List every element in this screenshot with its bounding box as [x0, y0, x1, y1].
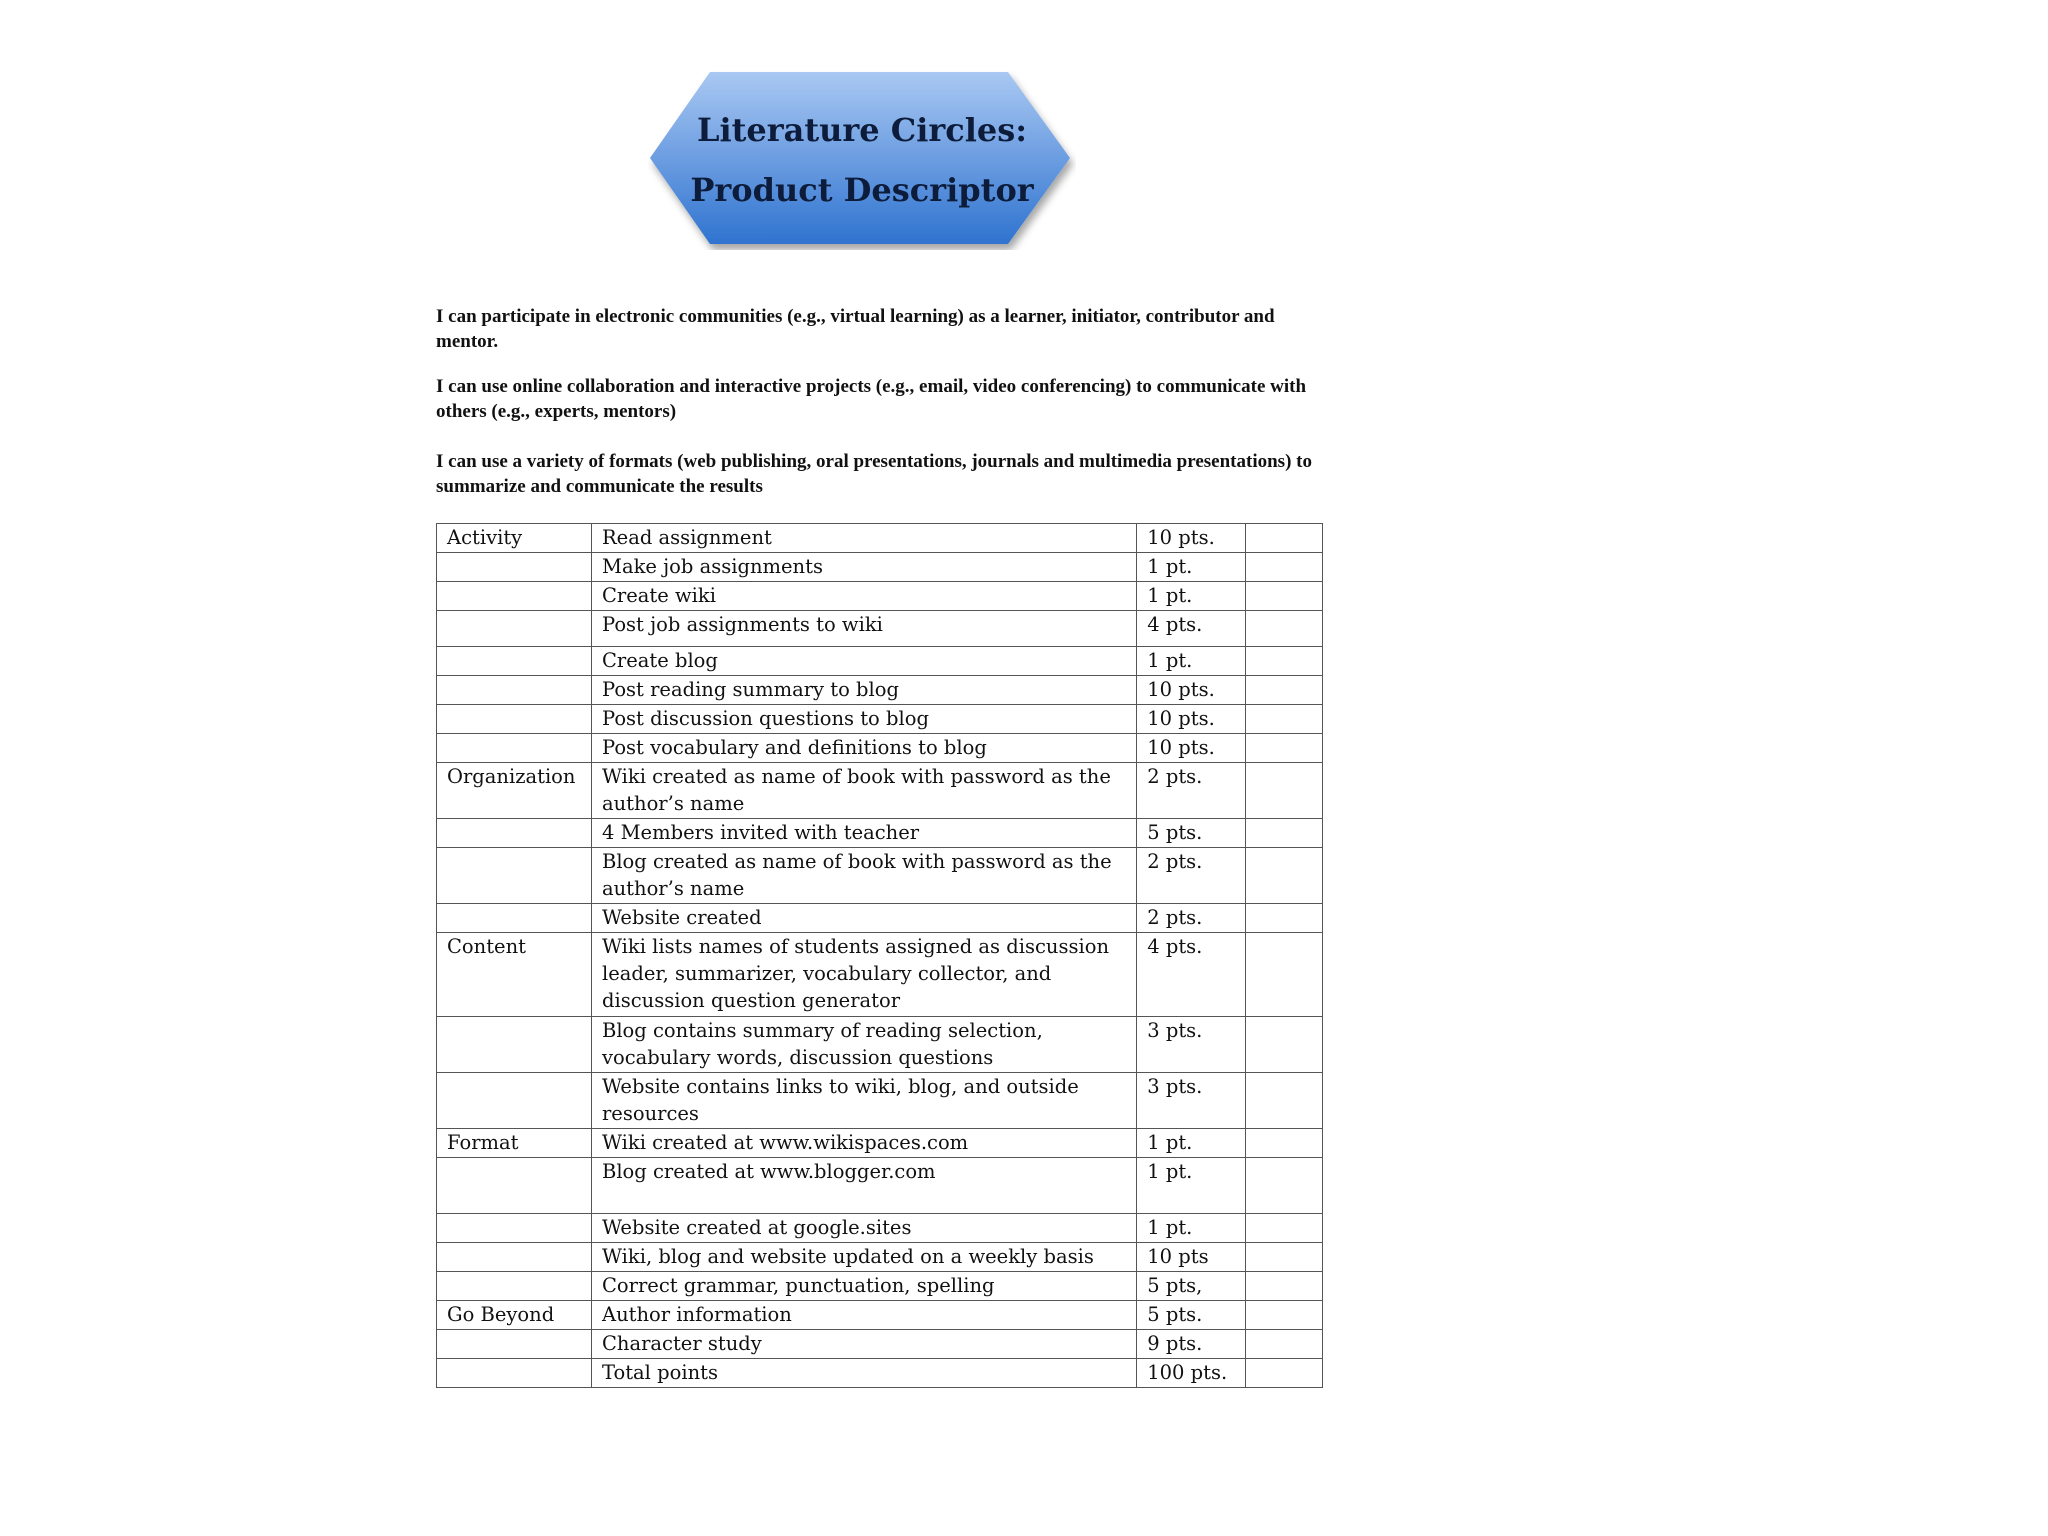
rubric-score-cell	[1246, 1359, 1323, 1388]
rubric-task-cell: Author information	[591, 1301, 1136, 1330]
table-row	[437, 1129, 1323, 1158]
rubric-task-cell: Character study	[591, 1330, 1136, 1359]
rubric-points-cell: 10 pts.	[1137, 524, 1246, 553]
rubric-points-cell: 5 pts,	[1137, 1272, 1246, 1301]
table-row	[437, 734, 1323, 763]
rubric-task-cell: Make job assignments	[591, 553, 1136, 582]
rubric-task-cell: Website created	[591, 904, 1136, 933]
rubric-score-cell	[1246, 904, 1323, 933]
rubric-category-cell	[437, 705, 592, 734]
rubric-task-cell: Blog created at www.blogger.com	[591, 1158, 1136, 1214]
rubric-category-cell	[437, 848, 592, 904]
rubric-points-cell: 10 pts.	[1137, 734, 1246, 763]
rubric-points-cell: 1 pt.	[1137, 1214, 1246, 1243]
rubric-category-cell	[437, 582, 592, 611]
rubric-score-cell	[1246, 524, 1323, 553]
rubric-score-cell	[1246, 705, 1323, 734]
rubric-score-cell	[1246, 1017, 1323, 1073]
statement-3: I can use a variety of formats (web publishing, oral presentations, journals and multimedia presentations) to summarize and communicate the results	[436, 451, 1312, 497]
rubric-task-cell: Wiki, blog and website updated on a weekly basis	[591, 1243, 1136, 1272]
rubric-points-cell: 2 pts.	[1137, 763, 1246, 819]
rubric-task-cell: Website created at google.sites	[591, 1214, 1136, 1243]
rubric-task-cell: Post discussion questions to blog	[591, 705, 1136, 734]
rubric-score-cell	[1246, 933, 1323, 1017]
rubric-task-cell: Create blog	[591, 647, 1136, 676]
rubric-category-cell: Content	[437, 933, 592, 1017]
rubric-task-cell: Blog created as name of book with password as the author’s name	[591, 848, 1136, 904]
rubric-category-cell: Organization	[437, 763, 592, 819]
rubric-points-cell: 1 pt.	[1137, 582, 1246, 611]
rubric-category-cell: Format	[437, 1129, 592, 1158]
rubric-category-cell: Go Beyond	[437, 1301, 592, 1330]
learning-statements	[436, 304, 1316, 519]
table-row	[437, 647, 1323, 676]
rubric-points-cell: 1 pt.	[1137, 553, 1246, 582]
rubric-score-cell	[1246, 582, 1323, 611]
table-row	[437, 705, 1323, 734]
rubric-category-cell	[437, 819, 592, 848]
rubric-task-cell: Wiki created at www.wikispaces.com	[591, 1129, 1136, 1158]
title-line-1: Literature Circles:	[696, 111, 1028, 149]
rubric-points-cell: 3 pts.	[1137, 1073, 1246, 1129]
rubric-task-cell: Post vocabulary and definitions to blog	[591, 734, 1136, 763]
rubric-category-cell	[437, 1243, 592, 1272]
rubric-score-cell	[1246, 553, 1323, 582]
table-row	[437, 933, 1323, 1017]
rubric-task-cell: Post job assignments to wiki	[591, 611, 1136, 647]
rubric-score-cell	[1246, 611, 1323, 647]
title-badge	[648, 70, 1076, 250]
rubric-task-cell: Total points	[591, 1359, 1136, 1388]
rubric-category-cell	[437, 734, 592, 763]
rubric-points-cell: 1 pt.	[1137, 647, 1246, 676]
table-row	[437, 1359, 1323, 1388]
rubric-task-cell: 4 Members invited with teacher	[591, 819, 1136, 848]
rubric-task-cell: Blog contains summary of reading selection, vocabulary words, discussion questions	[591, 1017, 1136, 1073]
rubric-category-cell	[437, 1272, 592, 1301]
rubric-task-cell: Website contains links to wiki, blog, and outside resources	[591, 1073, 1136, 1129]
rubric-task-cell: Wiki lists names of students assigned as discussion leader, summarizer, vocabulary collector, and discussion question generator	[591, 933, 1136, 1017]
rubric-points-cell: 5 pts.	[1137, 1301, 1246, 1330]
rubric-score-cell	[1246, 763, 1323, 819]
rubric-task-cell: Post reading summary to blog	[591, 676, 1136, 705]
page-title	[648, 70, 1076, 250]
rubric-task-cell: Correct grammar, punctuation, spelling	[591, 1272, 1136, 1301]
rubric-score-cell	[1246, 1243, 1323, 1272]
table-row	[437, 1243, 1323, 1272]
rubric-task-cell: Wiki created as name of book with password as the author’s name	[591, 763, 1136, 819]
table-row	[437, 848, 1323, 904]
rubric-points-cell: 1 pt.	[1137, 1129, 1246, 1158]
rubric-points-cell: 5 pts.	[1137, 819, 1246, 848]
rubric-points-cell: 10 pts.	[1137, 705, 1246, 734]
table-row	[437, 553, 1323, 582]
statement-1: I can participate in electronic communities (e.g., virtual learning) as a learner, initiator, contributor and mentor.	[436, 306, 1275, 352]
table-row	[437, 611, 1323, 647]
table-row	[437, 676, 1323, 705]
rubric-category-cell	[437, 553, 592, 582]
rubric-task-cell: Create wiki	[591, 582, 1136, 611]
rubric-category-cell	[437, 1359, 592, 1388]
rubric-score-cell	[1246, 1272, 1323, 1301]
rubric-category-cell	[437, 647, 592, 676]
rubric-points-cell: 1 pt.	[1137, 1158, 1246, 1214]
rubric-score-cell	[1246, 1301, 1323, 1330]
table-row	[437, 1017, 1323, 1073]
rubric-category-cell	[437, 1158, 592, 1214]
statement-2: I can use online collaboration and interactive projects (e.g., email, video conferencing) to communicate with others (e.g., experts, mentors)	[436, 376, 1307, 422]
rubric-points-cell: 2 pts.	[1137, 848, 1246, 904]
rubric-points-cell: 4 pts.	[1137, 933, 1246, 1017]
rubric-category-cell	[437, 904, 592, 933]
rubric-category-cell	[437, 1073, 592, 1129]
rubric-score-cell	[1246, 819, 1323, 848]
table-row	[437, 1301, 1323, 1330]
table-row	[437, 763, 1323, 819]
rubric-points-cell: 4 pts.	[1137, 611, 1246, 647]
rubric-points-cell: 3 pts.	[1137, 1017, 1246, 1073]
title-line-2: Product Descriptor	[690, 171, 1034, 209]
table-row	[437, 1330, 1323, 1359]
table-row	[437, 1158, 1323, 1214]
table-row	[437, 582, 1323, 611]
rubric-score-cell	[1246, 1158, 1323, 1214]
table-row	[437, 1272, 1323, 1301]
rubric-category-cell	[437, 676, 592, 705]
rubric-category-cell	[437, 1330, 592, 1359]
rubric-score-cell	[1246, 1073, 1323, 1129]
rubric-task-cell: Read assignment	[591, 524, 1136, 553]
rubric-points-cell: 10 pts	[1137, 1243, 1246, 1272]
table-row	[437, 524, 1323, 553]
rubric-points-cell: 2 pts.	[1137, 904, 1246, 933]
rubric-score-cell	[1246, 848, 1323, 904]
rubric-category-cell	[437, 1017, 592, 1073]
rubric-score-cell	[1246, 734, 1323, 763]
rubric-score-cell	[1246, 1214, 1323, 1243]
table-row	[437, 819, 1323, 848]
rubric-score-cell	[1246, 1330, 1323, 1359]
rubric-points-cell: 10 pts.	[1137, 676, 1246, 705]
rubric-body	[437, 524, 1323, 1388]
table-row	[437, 1073, 1323, 1129]
table-row	[437, 904, 1323, 933]
rubric-score-cell	[1246, 676, 1323, 705]
rubric-score-cell	[1246, 647, 1323, 676]
rubric-category-cell	[437, 1214, 592, 1243]
rubric-table	[436, 523, 1323, 1388]
rubric-category-cell	[437, 611, 592, 647]
rubric-category-cell: Activity	[437, 524, 592, 553]
rubric-points-cell: 100 pts.	[1137, 1359, 1246, 1388]
rubric-score-cell	[1246, 1129, 1323, 1158]
rubric-points-cell: 9 pts.	[1137, 1330, 1246, 1359]
table-row	[437, 1214, 1323, 1243]
